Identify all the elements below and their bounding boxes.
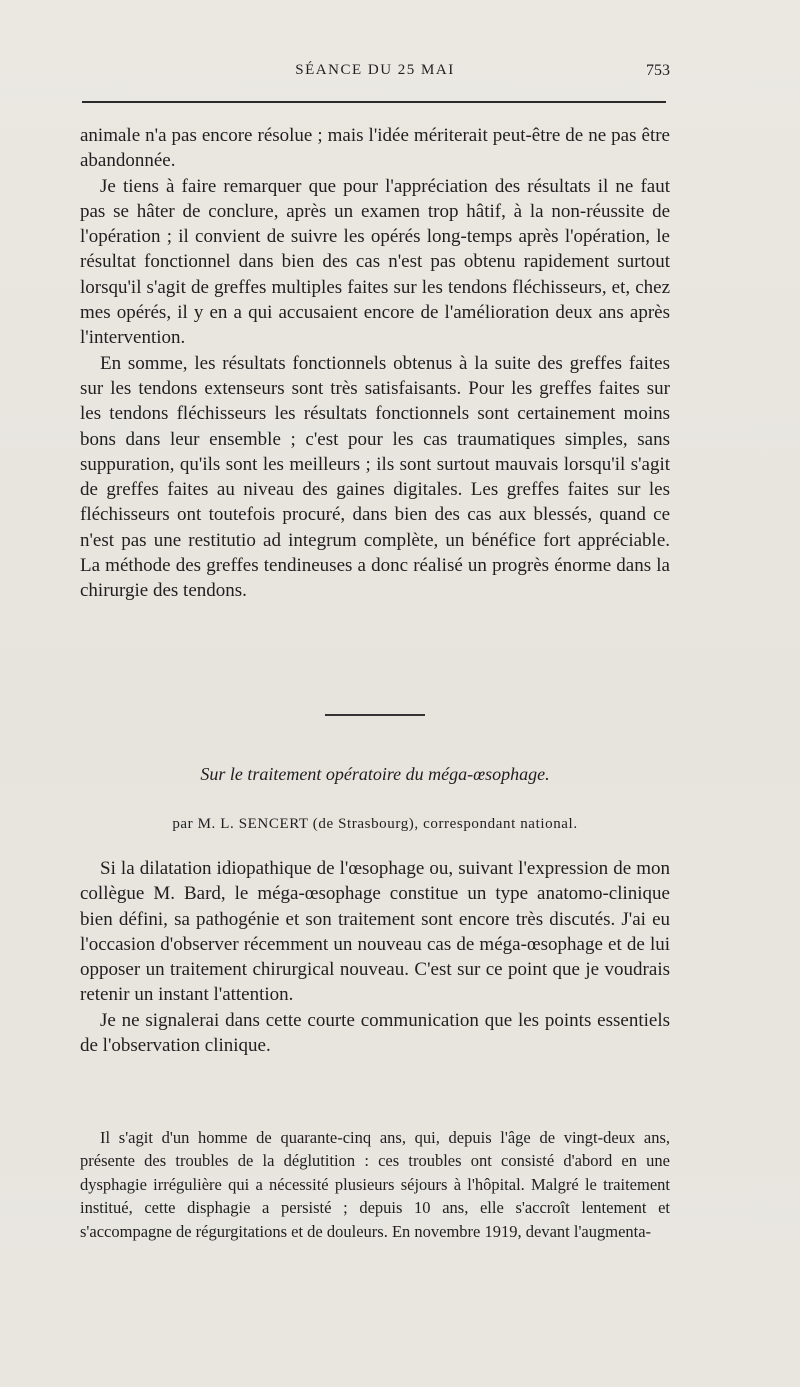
- paragraph: animale n'a pas encore résolue ; mais l'idée mériterait peut-être de ne pas être abandonnée.: [80, 125, 670, 172]
- paragraph: Je tiens à faire remarquer que pour l'appréciation des résultats il ne faut pas se hâter de conclure, après un examen trop hâtif, à la non-réussite de l'opération ; il convient de suivre les opérés long-temps après l'opération, le résultat fonctionnel dans bien des cas n'est pas obtenu rapidement surtout lorsqu'il s'agit de greffes multiples faites sur les tendons fléchisseurs, et, chez mes opérés, il y en a qui accusaient encore de l'amélioration deux ans après l'intervention.: [80, 175, 670, 349]
- header-rule: [82, 101, 666, 103]
- section-separator: [325, 714, 425, 716]
- case-observation: [80, 1126, 670, 1243]
- continued-section: [80, 123, 670, 604]
- article-byline: par M. L. SENCERT (de Strasbourg), correspondant national.: [172, 816, 578, 832]
- article-body: [80, 856, 670, 1058]
- page-number: 753: [646, 62, 670, 79]
- running-head: [80, 62, 670, 84]
- paragraph: Je ne signalerai dans cette courte communication que les points essentiels de l'observation clinique.: [80, 1009, 670, 1057]
- paragraph: En somme, les résultats fonctionnels obtenus à la suite des greffes faites sur les tendons extenseurs sont très satisfaisants. Pour les greffes faites sur les tendons fléchisseurs les résultats fonctionnels sont certainement moins bons dans leur ensemble ; c'est pour les cas traumatiques simples, sans suppuration, qu'ils sont les meilleurs ; ils sont surtout mauvais lorsqu'il s'agit de greffes faites au niveau des gaines digitales. Les greffes faites sur les fléchisseurs ont toutefois procuré, dans bien des cas aux blessés, quand ce n'est pas une restitutio ad integrum complète, un bénéfice fort appréciable. La méthode des greffes tendineuses a donc réalisé un progrès énorme dans la chirurgie des tendons.: [80, 352, 670, 602]
- article-title: Sur le traitement opératoire du méga-œsophage.: [200, 764, 550, 784]
- paragraph: Il s'agit d'un homme de quarante-cinq ans, qui, depuis l'âge de vingt-deux ans, présente des troubles de la déglutition : ces troubles ont consisté d'abord en une dysphagie irrégulière qui a nécessité plusieurs séjours à l'hôpital. Malgré le traitement institué, cette disphagie a persisté ; depuis 10 ans, elle s'accroît lentement et s'accompagne de régurgitations et de douleurs. En novembre 1919, devant l'augmenta-: [80, 1128, 670, 1241]
- paragraph: Si la dilatation idiopathique de l'œsophage ou, suivant l'expression de mon collègue M. Bard, le méga-œsophage constitue un type anatomo-clinique bien défini, sa pathogénie et son traitement sont encore très discutés. J'ai eu l'occasion d'observer récemment un nouveau cas de méga-œsophage et de lui opposer un traitement chirurgical nouveau. C'est sur ce point que je voudrais retenir un instant l'attention.: [80, 858, 670, 1006]
- running-title: SÉANCE DU 25 MAI: [295, 62, 455, 78]
